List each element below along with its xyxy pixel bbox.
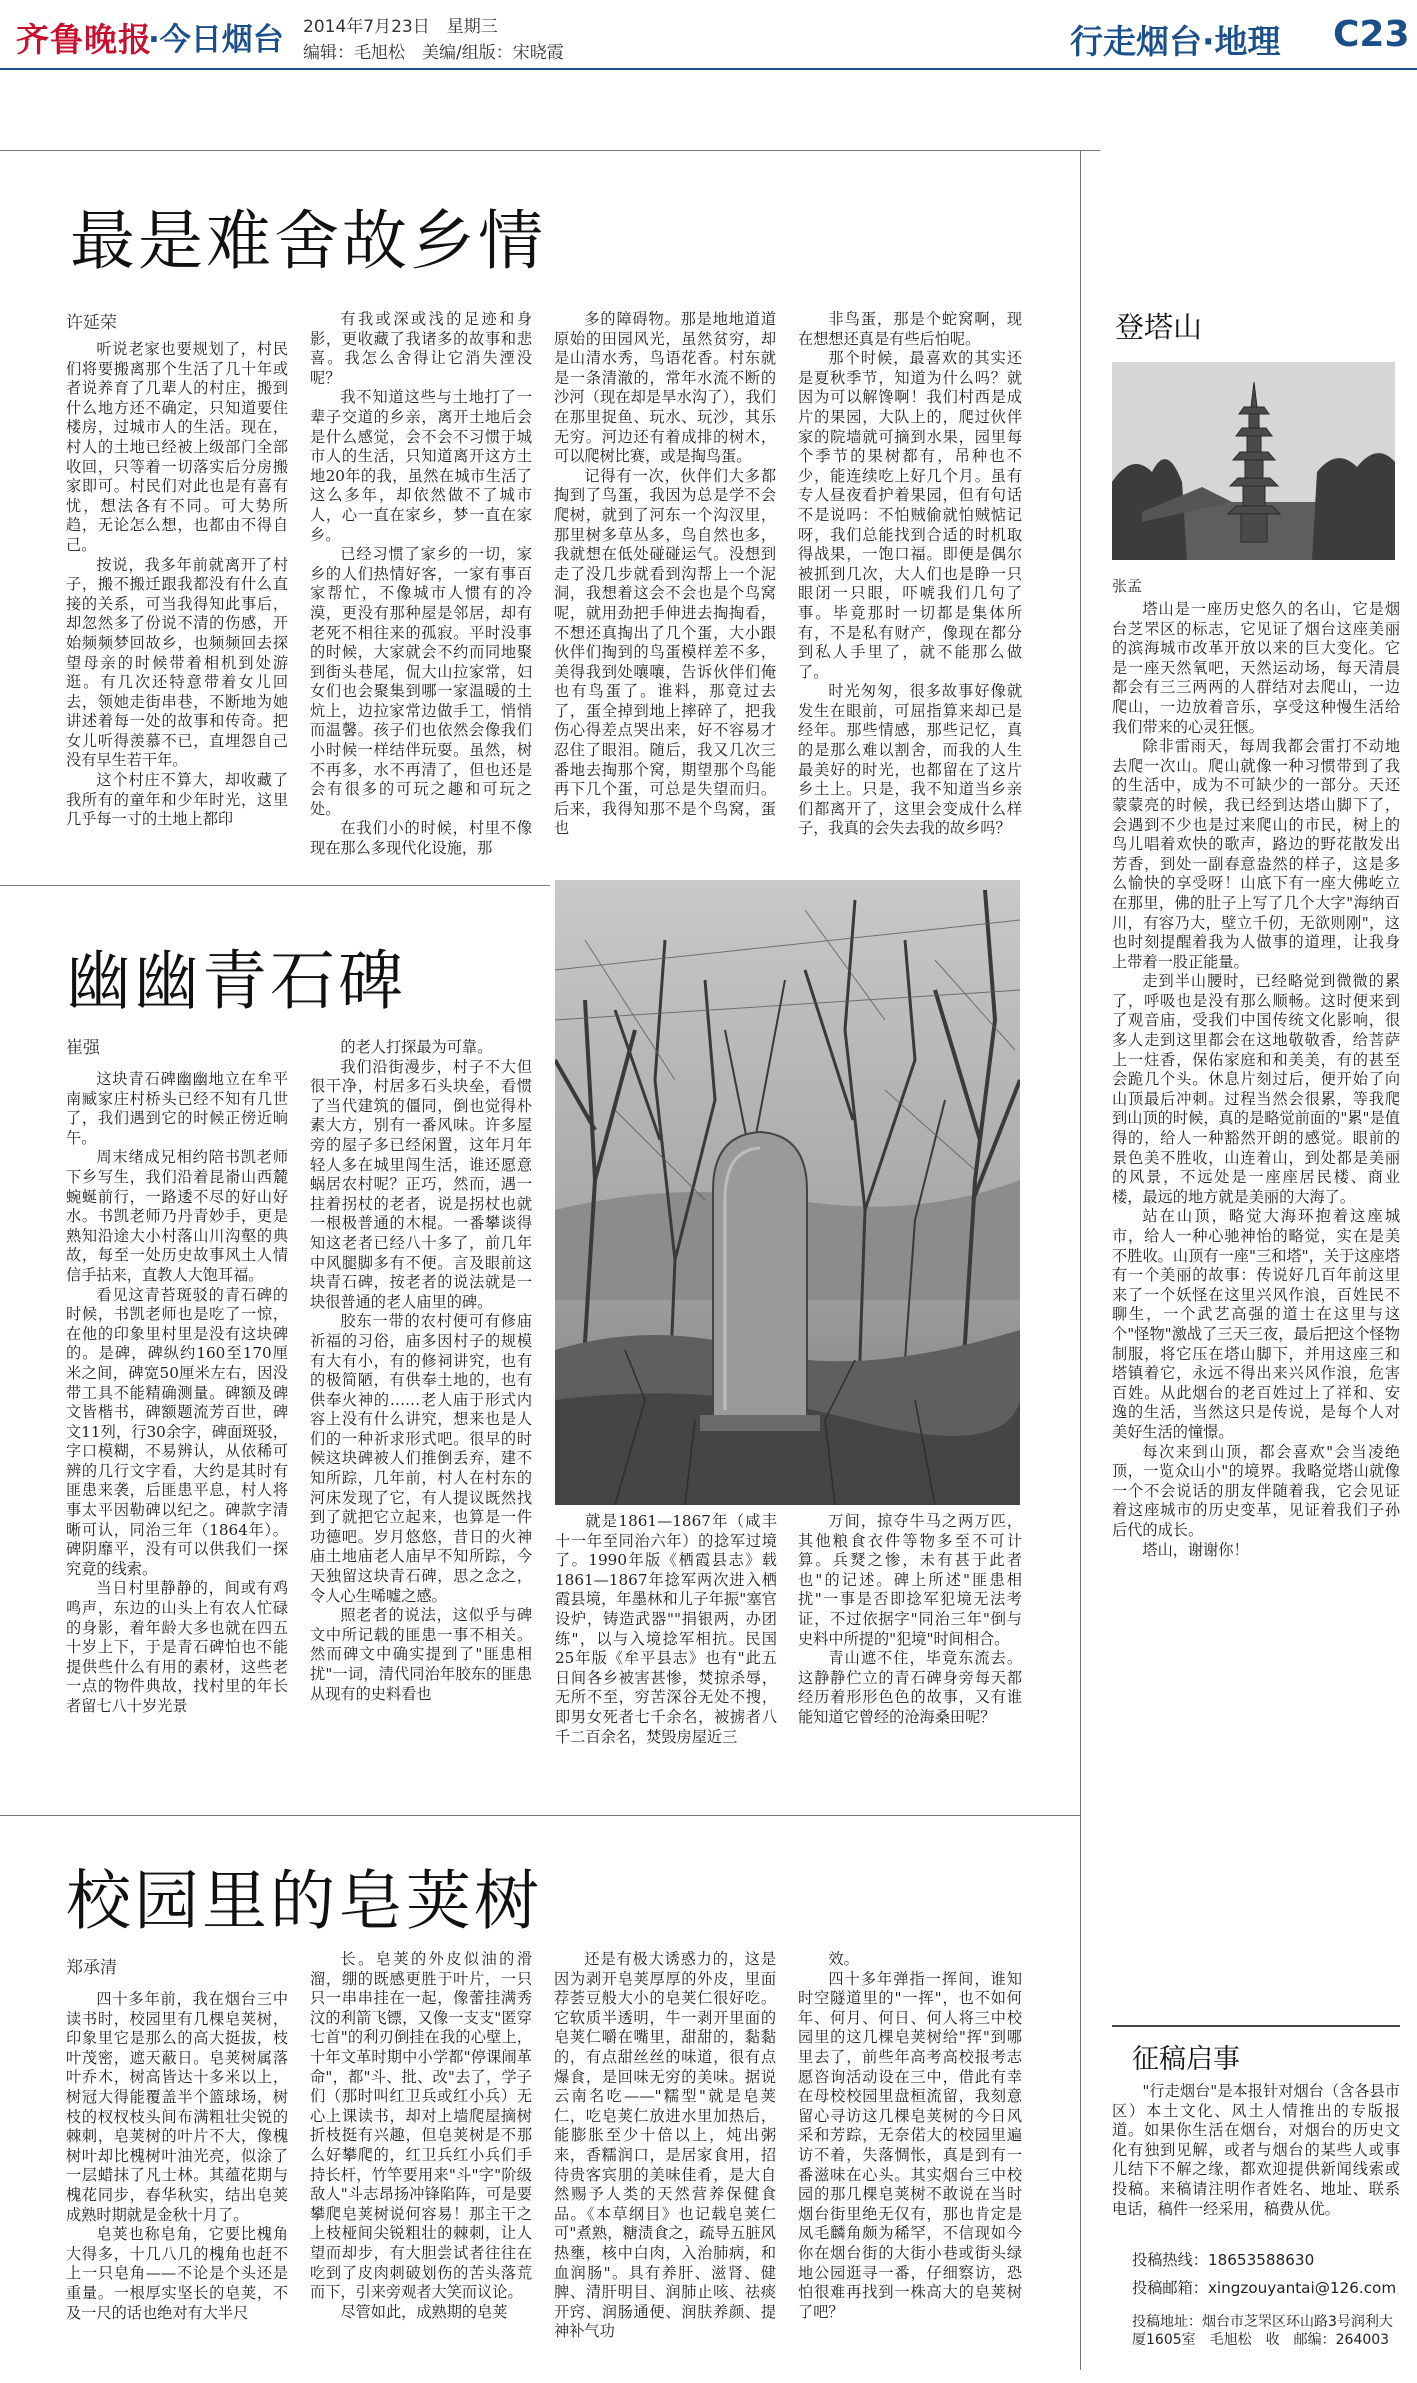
masthead [0, 0, 1417, 70]
stone-tablet-photo [555, 880, 1020, 1505]
article2-col4: 万间，掠夺牛马之两万匹，其他粮食衣件等物多至不可计算。兵燹之惨，未有甚于此者也"的记述。碑上所述"匪患相扰"一事是否即捻军犯境无法考证，不过依据字"同治三年"倒与史料中所提的"犯境"时间相合。 青山遮不住，毕竟东流去。这静静伫立的青石碑身旁每天都经历着形形色色的故事，又有谁能知道它曾经的沧海桑田呢？ [798, 1512, 1022, 1726]
right-column-divider [1080, 150, 1081, 2370]
article3-col1: 四十多年前，我在烟台三中读书时，校园里有几棵皂荚树，印象里它是那么的高大挺拔，枝叶茂密，遮天蔽日。皂荚树属落叶乔木，树高皆达十多米以上，树冠大得能覆盖半个篮球场，树枝的杈杈枝头间布满粗壮尖锐的棘刺，皂荚树的叶片不大，像槐树叶却比槐树叶油光亮，似涂了一层蜡抹了凡士林。其蕴花期与槐花同步，春华秋实，结出皂荚成熟时期就是金秋十月了。 皂荚也称皂角，它要比槐角大得多，十几八几的槐角也赶不上一只皂角——不论是个头还是重量。一根厚实坚长的皂荚，不及一尺的话也绝对有大半尺 [66, 1990, 288, 2322]
article2-title: 幽幽青石碑 [66, 944, 407, 1019]
notice-box [1112, 2025, 1400, 2365]
article3-author: 郑承清 [66, 1958, 117, 1978]
article4-body: 塔山是一座历史悠久的名山，它是烟台芝罘区的标志，它见证了烟台这座美丽的滨海城市改革开放以来的巨大变化。它是一座天然氧吧，天然运动场，每天清晨都会有三三两两的人群结对去爬山，一边爬山，一边放着音乐，享受这种慢生活给我们带来的心灵狂惬。 除非雷雨天，每周我都会雷打不动地去爬一次山。爬山就像一种习惯带到了我的生活中，成为不可缺少的一部分。天还蒙蒙亮的时候，我已经到达塔山脚下了，会遇到不少也是过来爬山的市民，树上的鸟儿唱着欢快的歌声，路边的野花散发出芳香，到处一副春意盎然的样子，这是多么愉快的享受呀！山底下有一座大佛屹立在那里，佛的肚子上写了几个大字"海纳百川，有容乃大，壁立千仞，无欲则刚"，这也时刻提醒着我为人做事的道理，让我身上带着一股正能量。 走到半山腰时，已经略觉到微微的累了，呼吸也是没有那么顺畅。这时便来到了观音庙，受我们中国传统文化影响，很多人走到这里都会在这地敬敬香，给菩萨上一炷香，保佑家庭和和美美，有的甚至会跪几个头。休息片刻过后，便开始了向山顶最后冲刺。过程当然会很累，等我爬到山顶的时候，真的是略觉前面的"累"是值得的，给人一种豁然开朗的感觉。眼前的景色美不胜收，山连着山，到处都是美丽的风景，不远处是一座座居民楼、商业楼，最远的地方就是美丽的大海了。 站在山顶，略觉大海环抱着这座城市，给人一种心驰神怡的略觉，实在是美不胜收。山顶有一座"三和塔"，关于这座塔有一个美丽的故事：传说好几百年前这里来了一个妖怪在这里兴风作浪，百姓民不聊生，一个武艺高强的道士在这里与这个"怪物"激战了三天三夜，最后把这个怪物制服，将它压在塔山脚下，并用这座三和塔镇着它，永远不得出来兴风作浪，危害百姓。从此烟台的老百姓过上了祥和、安逸的生活，当然这只是传说，是每个人对美好生活的憧憬。 每次来到山顶，都会喜欢"会当凌绝顶，一览众山小"的境界。我略觉塔山就像一个不会说话的朋友伴随着我，它会见证着这座城市的历史变革，见证着我们子孙后代的成长。 塔山，谢谢你！ [1112, 600, 1400, 1559]
article3-title: 校园里的皂荚树 [66, 1864, 543, 1939]
page-number: C23 [1333, 14, 1410, 55]
article4-title: 登塔山 [1115, 310, 1203, 344]
notice-email: 投稿邮箱：xingzouyantai@126.com [1132, 2279, 1397, 2297]
article1-col2: 有我或深或浅的足迹和身影，更收藏了我诸多的故事和悲喜。我怎么舍得让它消失湮没呢？ 我不知道这些与土地打了一辈子交道的乡亲，离开土地后会是什么感觉，会不会不习惯于城市人的生活，只知道离开这方土地20年的我，虽然在城市生活了这么多年，却依然做不了城市人，心一直在家乡，梦一直在家乡。 已经习惯了家乡的一切，家乡的人们热情好客，一家有事百家帮忙，不像城市人惯有的冷漠，更没有那种屋是邻居，却有老死不相往来的孤寂。平时没事的时候，大家就会不约而同地聚到街头巷尾，侃大山拉家常，妇女们也会聚集到哪一家温暖的土炕上，边拉家常边做手工，悄悄而温馨。孩子们也依然会像我们小时候一样结伴玩耍。虽然，树不再多，水不再清了，但也还是会有很多的可玩之趣和可玩之处。 在我们小的时候，村里不像现在那么多现代化设施，那 [310, 310, 532, 858]
pagoda-photo [1112, 362, 1395, 560]
editor-credits: 编辑：毛旭松 美编/组版：宋晓霞 [303, 43, 564, 63]
article1-col4: 非鸟蛋，那是个蛇窝啊，现在想想还真是有些后怕呢。 那个时候，最喜欢的其实还是夏秋季节，知道为什么吗？就因为可以解馋啊！我们村西是成片的果园，大队上的，爬过伙伴家的院墙就可摘到水果，园里每个季节的果树都有，吊种也不少，能连续吃上好几个月。虽有专人昼夜看护着果园，但有句话不是说吗：不怕贼偷就怕贼惦记呀，我们总能找到合适的时机取得战果，一饱口福。即便是偶尔被抓到几次，大人们也是睁一只眼闭一只眼，吓唬我们几句了事。毕竟那时一切都是集体所有，不是私有财产，像现在都分到私人手里了，就不能那么做了。 时光匆匆，很多故事好像就发生在眼前，可屈指算来却已是经年。那些情感，那些记忆，真的是那么难以割舍，而我的人生最美好的时光，也都留在了这片乡土上。只是，我不知道当乡亲们都离开了，这里会变成什么样子，我真的会失去我的故乡吗？ [798, 310, 1022, 838]
article1-title: 最是难舍故乡情 [70, 204, 547, 279]
article3-col4: 效。 四十多年弹指一挥间，谁知时空隧道里的"一挥"，也不如何年、何月、何日、何人将三中校园里的这几棵皂荚树给"挥"到哪里去了，前些年高考高校报考志愿咨询活动设在三中，借此有幸在母校校园里盘桓流留，我刻意留心寻访这几棵皂荚树的今日风采和芳踪，无奈偌大的校园里遍访不着，失落惆怅，真是到有一番滋味在心头。其实烟台三中校园的那几棵皂荚树不敢说在当时烟台街里绝无仅有，那也肯定是凤毛麟角颇为稀罕，不信现如今你在烟台街的大街小巷或街头绿地公园逛寻一番，仔细察访，恐怕很难再找到一株高大的皂荚树了吧？ [798, 1950, 1022, 2321]
article2-col2: 的老人打探最为可靠。 我们沿街漫步，村子不大但很干净，村居多石头块垒，看惯了当代建筑的僵同，倒也觉得朴素大方，别有一番风味。许多屋旁的屋子多已经闲置，这年月年轻人多在城里闯生活，谁还愿意蜗居农村呢？正巧，然而，遇一拄着拐杖的老者，说是拐杖也就一根极普通的木棍。一番攀谈得知这老者已经八十多了，前几年中风腿脚多有不便。言及眼前这块青石碑，按老者的说法就是一块很普通的老人庙里的碑。 胶东一带的农村便可有修庙祈福的习俗，庙多因村子的规模有大有小，有的修祠讲究，也有的极简陋，有供奉土地的，也有供奉火神的……老人庙于形式内容上没有什么讲究，想来也是人们的一种祈求形式吧。很早的时候这块碑被人们推倒丢弃，建不知所踪，几年前，村人在村东的河床发现了它，有人提议既然找到了就把它立起来，也算是一件功德吧。岁月悠悠，昔日的火神庙土地庙老人庙早不知所踪，今天独留这块青石碑，思之念之，令人心生唏嘘之感。 照老者的说法，这似乎与碑文中所记载的匪患一事不相关。然而碑文中确实提到了"匪患相扰"一词，清代同治年胶东的匪患从现有的史料看也 [310, 1038, 532, 1703]
article2-col3: 就是1861—1867年（咸丰十一年至同治六年）的捻军过境了。1990年版《栖霞县志》载1861—1867年捻军两次进入栖霞县境，年墨林和儿子年振"塞官设炉，铸造武器""捐银两，办团练"，以与入境捻军相抗。民国25年版《牟平县志》也有"此五日间各乡被害甚惨，焚掠杀辱，无所不至，穷苦深谷无处不搜，即男女死者七千余名，被掳者八千二百余名，焚毁房屋近三 [555, 1512, 777, 1746]
article3-col2: 长。皂荚的外皮似油的滑溜，绷的既感更胜于叶片，一只只一串串挂在一起，像蕾挂满秀汶的利箭飞镖，又像一支支"匿穿七首"的利刃倒挂在我的心壁上，十年文革时期中小学都"停课闹革命"，都"斗、批、改"去了，学子们（那时叫红卫兵或红小兵）无心上课读书，却对上墙爬屋摘树折枝挺有兴趣，但皂荚树是不那么好攀爬的，红卫兵红小兵们手持长杆，竹竿要用来"斗"字"阶级敌人"斗志昂扬冲锋陷阵，可是要攀爬皂荚树说何容易！那主干之上枝桠间尖锐粗壮的棘刺，让人望而却步，有大胆尝试者往往在吃到了皮肉刺破划伤的苦头落荒而下，引来旁观者大笑而议论。 尽管如此，成熟期的皂荚 [310, 1950, 532, 2321]
article1-col3: 多的障碍物。那是地地道道原始的田园风光，虽然贫穷，却是山清水秀，鸟语花香。村东就是一条清澈的，常年水流不断的沙河（现在却是旱水沟了），我们在那里捉鱼、玩水、玩沙，其乐无穷。河边还有着成排的树木，可以爬树比赛，或是掏鸟蛋。 记得有一次，伙伴们大多都掏到了鸟蛋，我因为总是学不会爬树，就到了河东一个沟汊里，那里树多草丛多，鸟自然也多，我就想在低处碰碰运气。没想到走了没几步就看到沟帮上一个泥洞，我想着这会不会也是个鸟窝呢，就用劲把手伸进去掏掏看，不想还真掏出了几个蛋，大小跟伙伴们掏到的鸟蛋模样差不多，美得我到处嚷嚷，告诉伙伴们俺也有鸟蛋了。谁料，那竟过去了，蛋全掉到地上摔碎了，把我伤心得差点哭出来，好不容易才忍住了眼泪。随后，我又几次三番地去掏那个窝，期望那个鸟能再下几个蛋，可总是失望而归。后来，我得知那不是个鸟窝，蛋也 [554, 310, 776, 838]
pagoda-image [1112, 362, 1395, 560]
notice-address: 投稿地址：烟台市芝罘区环山路3号润利大厦1605室 毛旭松 收 邮编：264003 [1132, 2314, 1393, 2348]
article-separator-2 [0, 1815, 1080, 1816]
article1-col1: 听说老家也要规划了，村民们将要搬离那个生活了几十年或者说养育了几辈人的村庄，搬到什么地方还不确定，只知道要住楼房，过城市人的生活。现在，村人的土地已经被上级部门全部收回，只等着一切落实后分房搬家即可。村民们对此也是有喜有忧，想法各有不同。可大势所趋，无论怎么想，也都由不得自己。 按说，我多年前就离开了村子，搬不搬迁跟我都没有什么直接的关系，可当我得知此事后，却忽然多了份说不清的伤感，开始频频梦回故乡，也频频回去探望母亲的时候带着相机到处游逛。有几次还特意带着女儿回去，领她走街串巷，不断地为她讲述着每一处的故事和传奇。把女儿听得羡慕不已，直埋怨自己没有早生若干年。 这个村庄不算大，却收藏了我所有的童年和少年时光，这里几乎每一寸的土地上都印 [66, 340, 288, 829]
article4-author: 张孟 [1112, 577, 1143, 595]
article1-author: 许延荣 [66, 313, 117, 333]
article-separator-1 [0, 885, 550, 886]
stone-tablet-image [555, 880, 1020, 1505]
top-rule [0, 150, 1100, 151]
issue-date: 2014年7月23日 星期三 [303, 17, 498, 37]
section-name: ·今日烟台 [148, 22, 284, 58]
article2-author: 崔强 [66, 1038, 100, 1058]
newspaper-logo: 齐鲁晚报 [16, 20, 152, 59]
notice-phone: 投稿热线：18653588630 [1132, 2251, 1315, 2269]
page-section: 行走烟台·地理 [1070, 22, 1281, 61]
notice-title: 征稿启事 [1132, 2044, 1240, 2075]
notice-body: "行走烟台"是本报针对烟台（含各县市区）本土文化、风土人情推出的专版报道。如果你生活在烟台，对烟台的历史文化有独到见解，或者与烟台的某些人或事儿结下不解之缘，都欢迎提供新闻线索或投稿。来稿请注明作者姓名、地址、联系电话，稿件一经采用，稿费从优。 [1112, 2082, 1400, 2218]
article3-col3: 还是有极大诱惑力的，这是因为剥开皂荚厚厚的外皮，里面荐荟豆般大小的皂荚仁很好吃。它软质半透明，牛一剥开里面的皂荚仁嚼在嘴里，甜甜的，黏黏的，有点甜丝丝的味道，很有点爆食，是回味无穷的美味。据说云南名吃——"糯型"就是皂荚仁，吃皂荚仁放进水里加热后，能膨胀至少十倍以上，炖出粥来，香糯润口，是居家食用，招待贵客宾朋的美味佳肴，是大自然赐予人类的天然营养保健食品。《本草纲目》也记载皂荚仁可"煮熟，糖渍食之，疏导五脏风热壅，核中白肉，入治肺病，和血润肠"。具有养肝、滋肾、健脾、清肝明目、润肺止咳、祛痰开窍、润肠通便、润肤养颜、提神补气功 [554, 1950, 776, 2341]
article2-col1: 这块青石碑幽幽地立在牟平南臧家庄村桥头已经不知有几世了，我们遇到它的时候正傍近晌午。 周末绪成兄相约陪书凯老师下乡写生，我们沿着昆嵛山西麓蜿蜒前行，一路逶不尽的好山好水。书凯老师乃丹青妙手，更是熟知沿途大小村落山川沟壑的典故，每至一处历史故事风土人情信手拈来，直教人大饱耳福。 看见这青苔斑驳的青石碑的时候，书凯老师也是吃了一惊，在他的印象里村里是没有这块碑的。是碑，碑纵约160至170厘米之间，碑宽50厘米左右，因没带工具不能精确测量。碑额及碑文皆楷书，碑额题流芳百世，碑文11列，行30余字，碑面斑驳，字口模糊，不易辨认，从依稀可辨的几行文字看，大约是其时有匪患来袭，后匪患平息，村人将事太平因勒碑以纪之。碑款字清晰可认，同治三年（1864年）。碑阴靡平，没有可以供我们一探究竟的线索。 当日村里静静的，间或有鸡鸣声，东边的山头上有农人忙碌的身影，着年龄大多也就在四五十岁上下，于是青石碑怕也不能提供些什么有用的素材，这些老一点的物件典故，找村里的年长者留七八十岁光景 [66, 1070, 288, 1715]
